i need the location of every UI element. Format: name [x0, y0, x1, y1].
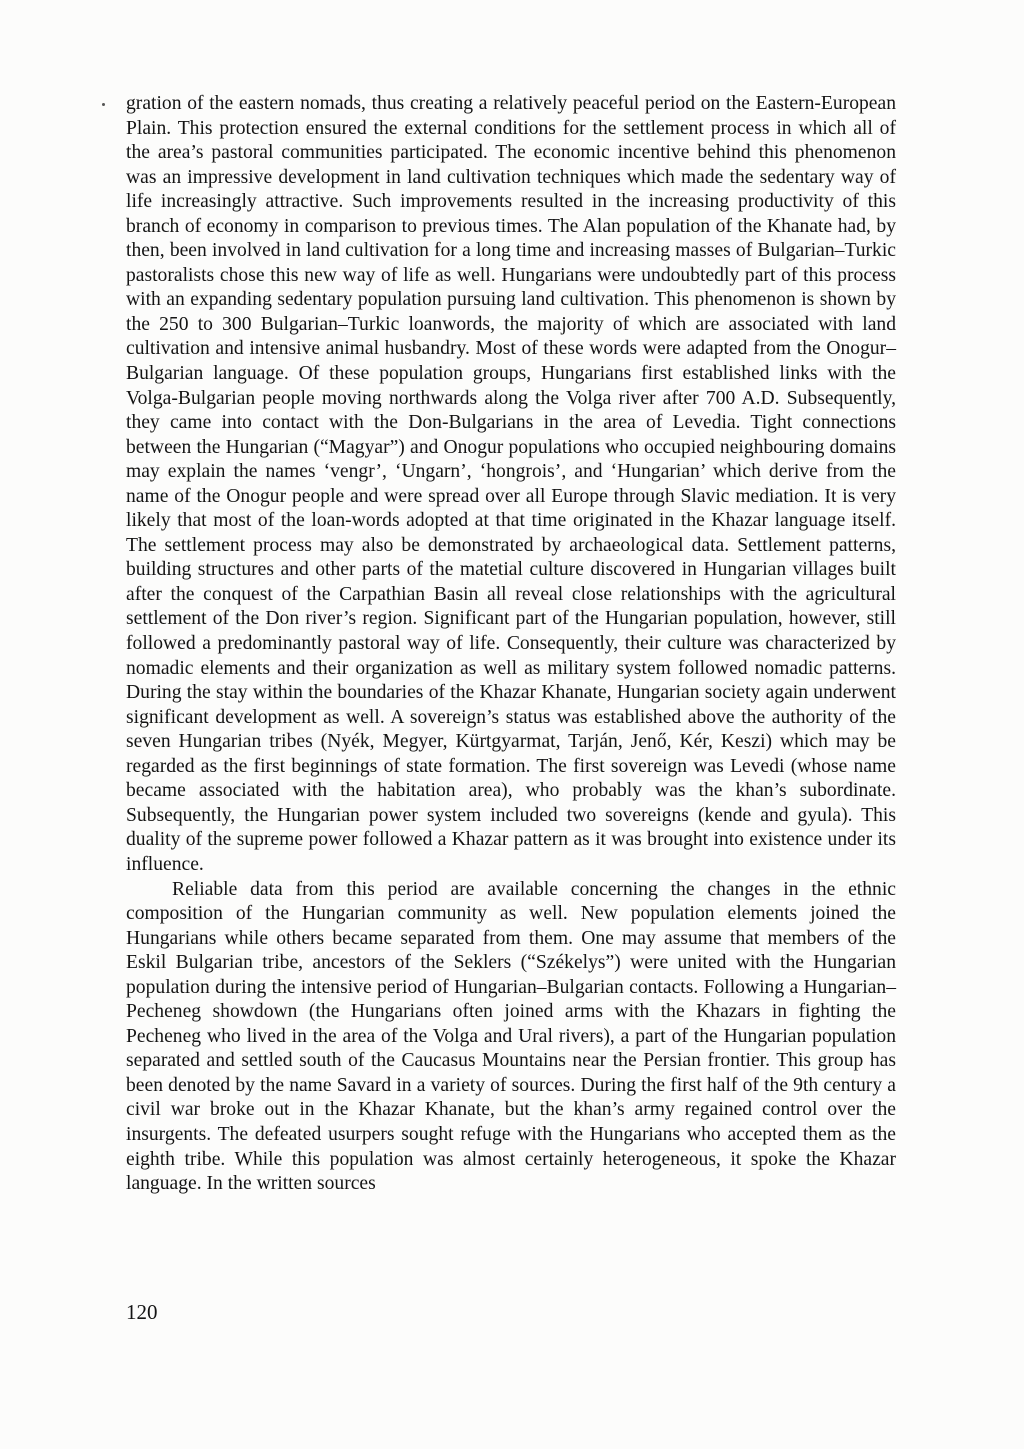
margin-speck	[102, 103, 105, 106]
body-text	[126, 92, 896, 1197]
paragraph-2: Reliable data from this period are available concerning the changes in the ethnic composition of the Hungarian community as well. New population elements joined the Hungarians while others became separated from them. One may assume that members of the Eskil Bulgarian tribe, ancestors of the Seklers (“Székelys”) were united with the Hungarian population during the intensive period of Hungarian–Bulgarian contacts. Following a Hungarian–Pecheneg showdown (the Hungarians often joined arms with the Khazars in fighting the Pecheneg who lived in the area of the Volga and Ural rivers), a part of the Hungarian population separated and settled south of the Caucasus Mountains near the Persian frontier. This group has been denoted by the name Savard in a variety of sources. During the first half of the 9th century a civil war broke out in the Khazar Khanate, but the khan’s army regained control over the insurgents. The defeated usurpers sought refuge with the Hungarians who accepted them as the eighth tribe. While this population was almost certainly heterogeneous, it spoke the Khazar language. In the written sources	[126, 878, 896, 1195]
paragraph-1: gration of the eastern nomads, thus creating a relatively peaceful period on the Eastern-European Plain. This protection ensured the external conditions for the settlement process in which all of the area’s pastoral communities participated. The economic incentive behind this phenomenon was an impressive development in land cultivation techniques which made the sedentary way of life increasingly attractive. Such improvements resulted in the increasing productivity of this branch of economy in comparison to previous times. The Alan population of the Khanate had, by then, been involved in land cultivation for a long time and increasing masses of Bulgarian–Turkic pastoralists chose this new way of life as well. Hungarians were undoubtedly part of this process with an expanding sedentary population pursuing land cultivation. This phenomenon is shown by the 250 to 300 Bulgarian–Turkic loanwords, the majority of which are associated with land cultivation and intensive animal husbandry. Most of these words were adapted from the Onogur–Bulgarian language. Of these population groups, Hungarians first established links with the Volga-Bulgarian people moving northwards along the Volga river after 700 A.D. Subsequently, they came into contact with the Don-Bulgarians in the area of Levedia. Tight connections between the Hungarian (“Magyar”) and Onogur populations who occupied neighbouring domains may explain the names ‘vengr’, ‘Ungarn’, ‘hongrois’, and ‘Hungarian’ which derive from the name of the Onogur people and were spread over all Europe through Slavic mediation. It is very likely that most of the loan-words adopted at that time originated in the Khazar language itself. The settlement process may also be demonstrated by archaeological data. Settlement patterns, building structures and other parts of the matetial culture discovered in Hungarian villages built after the conquest of the Carpathian Basin all reveal close relationships with the agricultural settlement of the Don river’s region. Significant part of the Hungarian population, however, still followed a predominantly pastoral way of life. Consequently, their culture was characterized by nomadic elements and their organization as well as military system followed nomadic patterns. During the stay within the boundaries of the Khazar Khanate, Hungarian society again underwent significant development as well. A sovereign’s status was established above the authority of the seven Hungarian tribes (Nyék, Megyer, Kürtgyarmat, Tarján, Jenő, Kér, Keszi) which may be regarded as the first beginnings of state formation. The first sovereign was Levedi (whose name became associated with the habitation area), who probably was the khan’s subordinate. Subsequently, the Hungarian power system included two sovereigns (kende and gyula). This duality of the supreme power followed a Khazar pattern as it was brought into existence under its influence.	[126, 93, 896, 875]
page-number: 120	[126, 1300, 158, 1324]
